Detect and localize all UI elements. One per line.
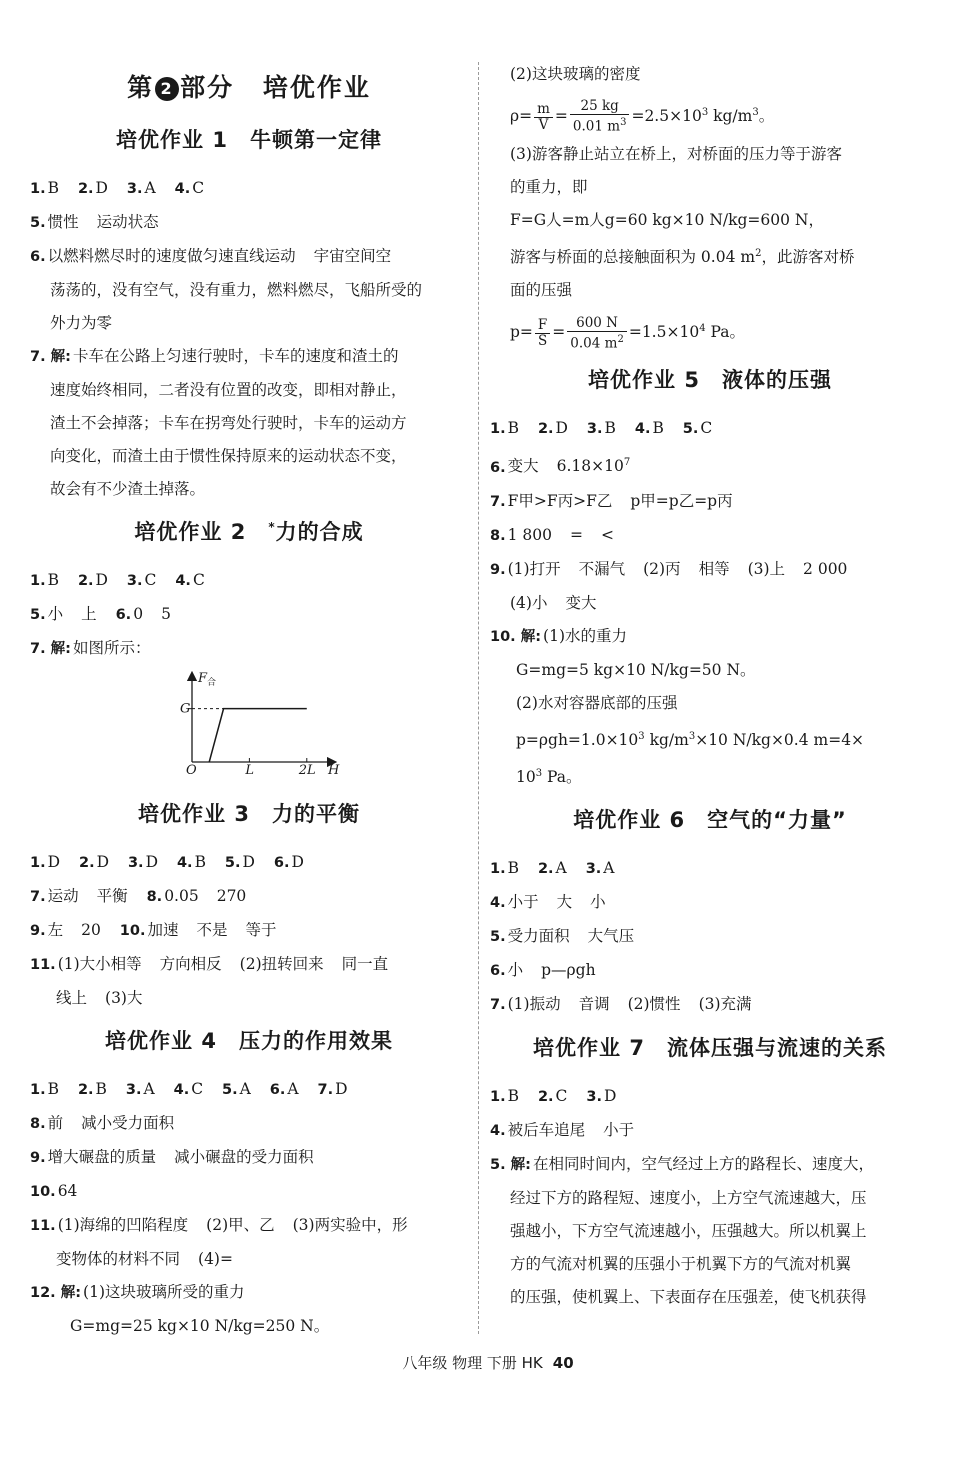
- section-topic: 流体压强与流速的关系: [666, 1035, 887, 1060]
- section-topic: 液体的压强: [721, 368, 832, 393]
- column-divider: [478, 62, 479, 1334]
- section-title-hw5: [490, 364, 930, 394]
- answer-row: 1. B 2. D 3. A 4. C: [30, 179, 205, 197]
- answer-text: 速度始终相同，二者没有位置的改变，即相对静止，: [50, 381, 407, 399]
- answer-text: 外力为零: [50, 314, 113, 332]
- answer-row: 线上 (3)大: [56, 989, 143, 1007]
- section-label: 培优作业 5: [588, 368, 700, 393]
- section-title-hw3: [30, 798, 468, 828]
- section-topic: 力的平衡: [271, 802, 360, 826]
- answer-text: 经过下方的路程短、速度小，上方空气流速越大，压: [510, 1188, 867, 1207]
- section-label: 培优作业 4: [105, 1029, 217, 1053]
- section-label: 培优作业 3: [138, 802, 250, 826]
- section-topic: 力的合成: [275, 520, 364, 544]
- density-equation: ρ= $\frac{m}{V}$ = $\frac{25 kg}{0.01 m^3}$ $=2.5\times 10^3$ $kg/m^3$。: [510, 98, 775, 135]
- section-topic: 牛顿第一定律: [249, 128, 382, 152]
- pressure-equation: p= $\frac{F}{S}$ = $\frac{600 N}{0.04 m^2}$ $=1.5\times 10^4$ Pa。: [510, 314, 745, 352]
- section-topic: 压力的作用效果: [238, 1029, 393, 1053]
- optional-star: *: [268, 520, 276, 534]
- x-tick-label: 2L: [298, 763, 316, 774]
- right-column: [490, 62, 930, 1314]
- section-topic: 空气的“力量”: [707, 807, 847, 832]
- section-label: 培优作业 6: [573, 807, 686, 832]
- part-title: [30, 68, 468, 104]
- answer-row: 1. B 2. C 3. D: [490, 1086, 617, 1105]
- answer-text: 的重力，即: [510, 178, 588, 197]
- part-prefix: 第: [127, 73, 155, 102]
- answer-row: 10. 64: [30, 1182, 78, 1200]
- answer-text: 的压强，使机翼上、下表面存在压强差，使飞机获得: [510, 1287, 867, 1306]
- answer-row: 4. 小于 大 小: [490, 892, 606, 911]
- answer-text: 游客与桥面的总接触面积为 0.04 $m^2$，此游客对桥: [510, 248, 855, 267]
- answer-row: 6. 以燃料燃尽时的速度做匀速直线运动 宇宙空间空: [30, 247, 392, 265]
- answer-row: 11. (1)海绵的凹陷程度 (2)甲、乙 (3)两实验中，形: [30, 1216, 408, 1234]
- answer-row: 7. F甲>F丙>F乙 p甲=p乙=p丙: [490, 491, 733, 510]
- answer-row: 7. (1)振动 音调 (2)惯性 (3)充满: [490, 994, 752, 1013]
- answer-row: 11. (1)大小相等 方向相反 (2)扭转回来 同一直: [30, 955, 389, 973]
- answer-row: 6. 小 p—ρgh: [490, 960, 596, 979]
- section-title-hw1: [30, 124, 468, 154]
- answer-row: 5. 小 上 6. 0 5: [30, 605, 171, 623]
- x-tick-label: O: [186, 763, 197, 774]
- answer-row: 7. 解: 如图所示：: [30, 639, 151, 657]
- equation: G=mg=25 kg×10 N/kg=250 N。: [70, 1317, 330, 1335]
- answer-text: 向变化，而渣土由于惯性保持原来的运动状态不变，: [50, 447, 407, 465]
- section-label: 培优作业 1: [116, 128, 228, 152]
- answer-row: 5. 解: 在相同时间内，空气经过上方的路程长、速度大，: [490, 1154, 874, 1173]
- footer-label: 八年级 物理 下册 HK: [402, 1354, 543, 1372]
- page-number: 40: [552, 1354, 574, 1372]
- answer-row: 7. 解: 卡车在公路上匀速行驶时，卡车的速度和渣土的: [30, 347, 399, 365]
- answer-text: 故会有不少渣土掉落。: [50, 480, 206, 498]
- part-number-badge: 2: [155, 77, 179, 101]
- answer-row: 5. 惯性 运动状态: [30, 213, 159, 231]
- equation: G=mg=5 kg×10 N/kg=50 N。: [516, 660, 756, 679]
- section-title-hw6: [490, 804, 930, 834]
- answer-text: 方的气流对机翼的压强小于机翼下方的气流对机翼: [510, 1254, 852, 1273]
- series-line: [209, 709, 307, 762]
- y-axis-label: $F_合$: [198, 671, 217, 688]
- answer-row: 12. 解: (1)这块玻璃所受的重力: [30, 1283, 245, 1301]
- answer-row: 5. 受力面积 大气压: [490, 926, 635, 945]
- section-label: 培优作业 2: [134, 520, 247, 544]
- left-column: [30, 62, 468, 1343]
- section-title-hw4: [30, 1025, 468, 1055]
- answer-row: 1. B 2. A 3. A: [490, 858, 615, 877]
- x-axis-label: H: [328, 763, 340, 774]
- answer-row: 4. 被后车追尾 小于: [490, 1120, 635, 1139]
- answer-row: 9. (1)打开 不漏气 (2)丙 相等 (3)上 2 000: [490, 559, 848, 578]
- answer-text: 渣土不会掉落；卡车在拐弯处行驶时，卡车的运动方: [50, 414, 407, 432]
- answer-row: 1. D 2. D 3. D 4. B 5. D 6. D: [30, 853, 304, 871]
- answer-text: (3)游客静止站立在桥上，对桥面的压力等于游客: [510, 145, 842, 164]
- part-name: 培优作业: [262, 73, 371, 102]
- force-graph: [180, 670, 340, 774]
- answer-text: 面的压强: [510, 281, 573, 300]
- answer-row: 6. 变大 $6.18\times 10^7$: [490, 457, 631, 476]
- part-suffix: 部分: [180, 73, 235, 102]
- x-tick-label: L: [245, 763, 255, 774]
- answer-text: (2)水对容器底部的压强: [516, 693, 678, 712]
- answer-row: 9. 增大碾盘的质量 减小碾盘的受力面积: [30, 1148, 314, 1166]
- answer-row: 8. 前 减小受力面积: [30, 1114, 175, 1132]
- section-title-hw7: [490, 1032, 930, 1062]
- section-title-hw2: [30, 516, 468, 546]
- y-tick-label: G: [180, 701, 191, 717]
- equation: $10^3$ Pa。: [516, 767, 582, 786]
- answer-row: 8. 1 800 = <: [490, 525, 614, 544]
- equation: F=G人=m人g=60 kg×10 N/kg=600 N，: [510, 211, 824, 230]
- answer-row: 9. 左 20 10. 加速 不是 等于: [30, 921, 277, 939]
- answer-row: 1. B 2. D 3. B 4. B 5. C: [490, 419, 713, 438]
- page-footer: [0, 1352, 976, 1373]
- answer-text: 强越小，下方空气流速越小，压强越大。所以机翼上: [510, 1221, 867, 1240]
- answer-row: 1. B 2. D 3. C 4. C: [30, 571, 205, 589]
- answer-row: 1. B 2. B 3. A 4. C 5. A 6. A 7. D: [30, 1080, 348, 1098]
- answer-row: 10. 解: (1)水的重力: [490, 626, 628, 645]
- answer-text: (2)这块玻璃的密度: [510, 65, 641, 83]
- section-label: 培优作业 7: [533, 1035, 645, 1060]
- answer-text: 荡荡的，没有空气，没有重力，燃料燃尽，飞船所受的: [50, 281, 423, 299]
- equation: $p=\rho gh=1.0\times 10^3$ $kg/m^3\times 10$ N/kg×0.4 m=4×: [516, 730, 865, 749]
- answer-row: (4)小 变大: [510, 593, 597, 612]
- answer-row: 7. 运动 平衡 8. 0.05 270: [30, 887, 247, 905]
- answer-row: 变物体的材料不同 (4)=: [56, 1250, 233, 1268]
